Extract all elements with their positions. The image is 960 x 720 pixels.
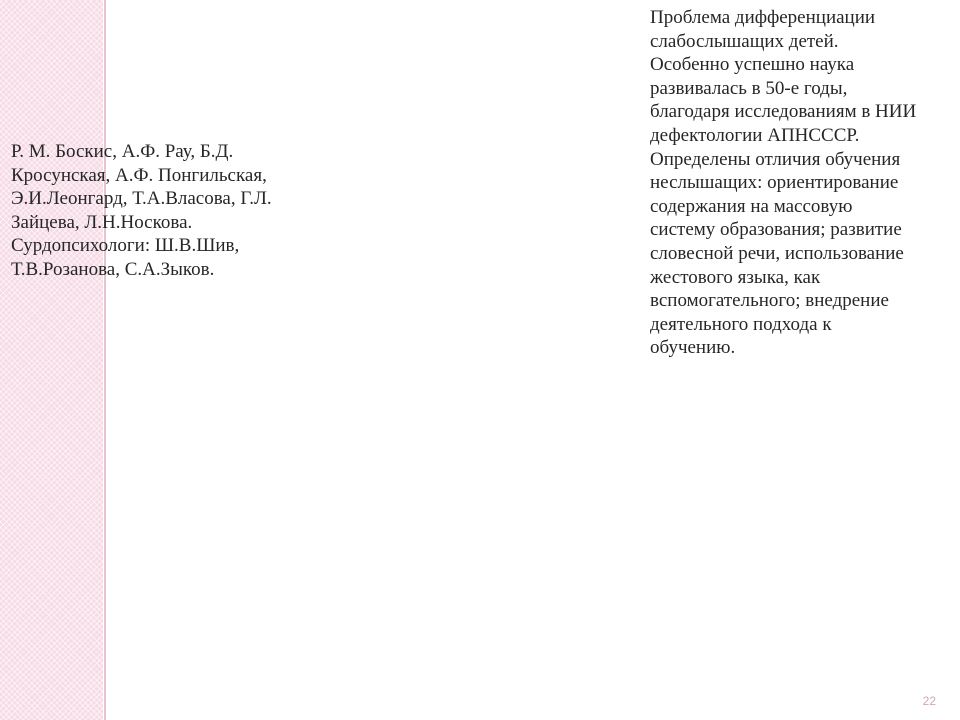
scientists-list-text: Р. М. Боскис, А.Ф. Рау, Б.Д. Кросунская, А.Ф. Понгильская, Э.И.Леонгард, Т.А.Власова, Г.Л. Зайцева, Л.Н.Носкова. Сурдопсихологи: Ш.В.Шив, Т.В.Розанова, С.А.Зыков. <box>11 141 272 280</box>
decorative-side-strip <box>0 0 103 720</box>
slide-page-number: 22 <box>922 694 936 708</box>
differentiation-problem-text: Проблема дифференциации слабослышащих детей. Особенно успешно наука развивалась в 50-е годы, благодаря исследованиям в НИИ дефектологии АПНСССР. Определены отличия обучения неслышащих: ориентирование содержания на массовую систему образования; развитие словесной речи, использование жестового языка, как вспомогательного; внедрение деятельного подхода к обучению. <box>650 7 917 359</box>
side-strip-border <box>103 0 106 720</box>
